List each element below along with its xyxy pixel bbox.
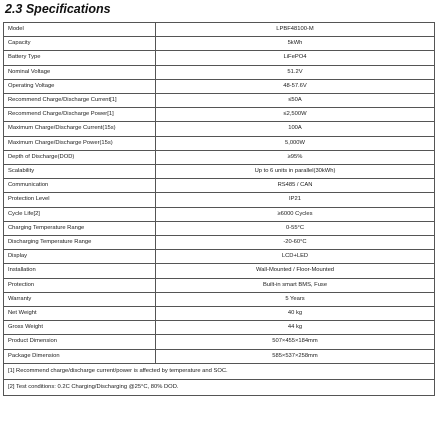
spec-param-cell: Model [4,23,156,37]
spec-row [4,250,435,264]
spec-row [4,321,435,335]
spec-value-cell: 0-55°C [156,221,435,235]
spec-value-cell: 507×455×184mm [156,335,435,349]
spec-row [4,278,435,292]
spec-param-cell: Depth of Discharge(DOD) [4,150,156,164]
spec-value-cell: ≥95% [156,150,435,164]
spec-value-cell: LCD+LED [156,250,435,264]
spec-row [4,221,435,235]
spec-param-cell: Operating Voltage [4,79,156,93]
spec-value-cell: Built-in smart BMS, Fuse [156,278,435,292]
spec-param-cell: Battery Type [4,51,156,65]
spec-value-cell: ≤50A [156,94,435,108]
spec-row [4,207,435,221]
section-title: 2.3 Specifications [5,2,111,16]
spec-param-cell: Display [4,250,156,264]
spec-value-cell: 51.2V [156,65,435,79]
spec-param-cell: Gross Weight [4,321,156,335]
spec-row [4,51,435,65]
spec-row [4,165,435,179]
spec-value-cell: Wall-Mounted / Floor-Mounted [156,264,435,278]
spec-param-cell: Maximum Charge/Discharge Power(15s) [4,136,156,150]
spec-row [4,179,435,193]
spec-row [4,193,435,207]
spec-param-cell: Net Weight [4,307,156,321]
spec-param-cell: Warranty [4,292,156,306]
footnote-row [4,379,435,395]
spec-param-cell: Protection [4,278,156,292]
spec-param-cell: Nominal Voltage [4,65,156,79]
spec-value-cell: 40 kg [156,307,435,321]
spec-value-cell: 585×537×258mm [156,349,435,363]
specifications-table [3,22,435,396]
spec-param-cell: Recommend Charge/Discharge Power[1] [4,108,156,122]
spec-value-cell: ≥6000 Cycles [156,207,435,221]
spec-row [4,94,435,108]
spec-row [4,307,435,321]
spec-value-cell: 5 Years [156,292,435,306]
spec-row [4,292,435,306]
specifications-table-body [4,23,435,396]
footnote-cell: [2] Test conditions: 0.2C Charging/Discharging @25°C, 80% DOD. [4,379,435,395]
spec-row [4,23,435,37]
spec-value-cell: Up to 6 units in parallel(30kWh) [156,165,435,179]
spec-value-cell: RS485 / CAN [156,179,435,193]
spec-param-cell: Cycle Life[2] [4,207,156,221]
spec-param-cell: Communication [4,179,156,193]
spec-value-cell: ≤2,500W [156,108,435,122]
spec-value-cell: LPBF48100-M [156,23,435,37]
spec-value-cell: 5kWh [156,37,435,51]
spec-value-cell: -20-60°C [156,236,435,250]
spec-param-cell: Recommend Charge/Discharge Current[1] [4,94,156,108]
spec-row [4,349,435,363]
spec-param-cell: Maximum Charge/Discharge Current(15s) [4,122,156,136]
footnote-cell: [1] Recommend charge/discharge current/power is affected by temperature and SOC. [4,363,435,379]
spec-row [4,37,435,51]
spec-row [4,236,435,250]
spec-param-cell: Product Dimension [4,335,156,349]
spec-row [4,150,435,164]
spec-row [4,122,435,136]
spec-row [4,65,435,79]
spec-value-cell: 100A [156,122,435,136]
spec-param-cell: Scalability [4,165,156,179]
spec-param-cell: Protection Level [4,193,156,207]
spec-value-cell: 48-57.6V [156,79,435,93]
spec-value-cell: LiFePO4 [156,51,435,65]
spec-param-cell: Charging Temperature Range [4,221,156,235]
spec-row [4,79,435,93]
spec-row [4,108,435,122]
spec-param-cell: Capacity [4,37,156,51]
footnote-row [4,363,435,379]
spec-value-cell: 44 kg [156,321,435,335]
spec-param-cell: Installation [4,264,156,278]
spec-row [4,335,435,349]
spec-param-cell: Discharging Temperature Range [4,236,156,250]
spec-row [4,136,435,150]
spec-value-cell: 5,000W [156,136,435,150]
spec-value-cell: IP21 [156,193,435,207]
spec-row [4,264,435,278]
spec-param-cell: Package Dimension [4,349,156,363]
